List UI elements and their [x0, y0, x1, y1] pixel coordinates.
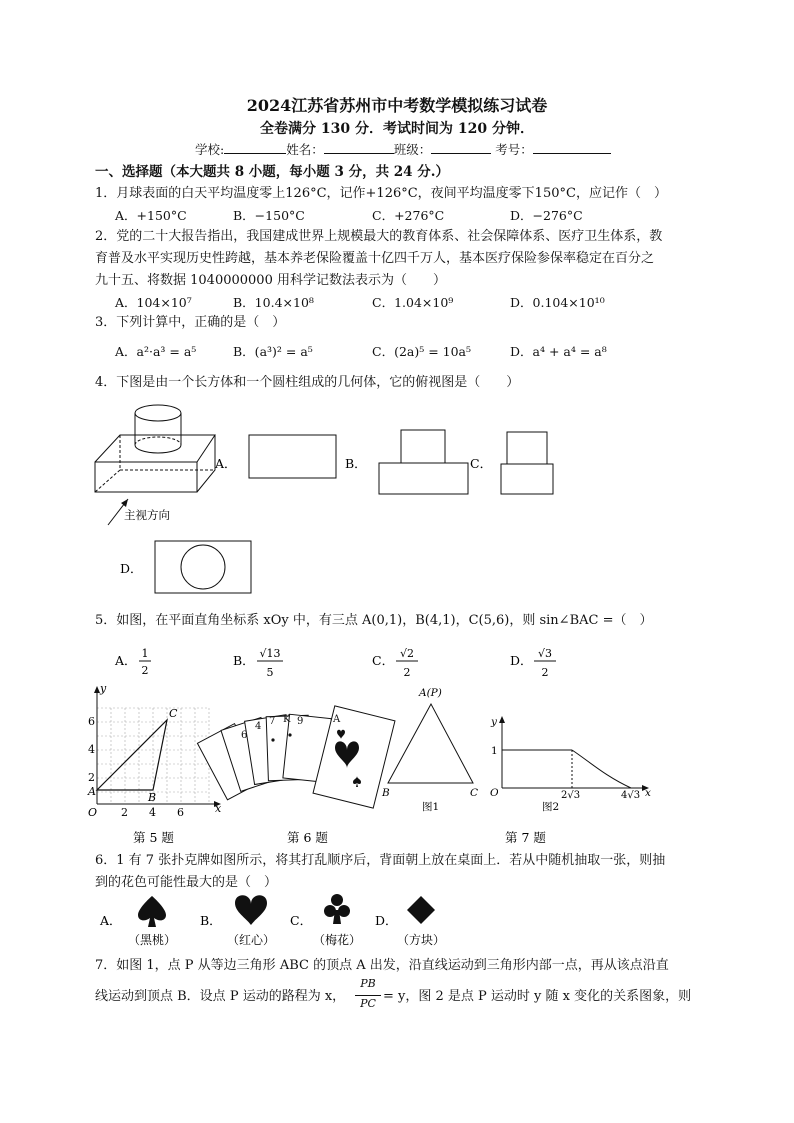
- fig7-graph: [490, 716, 651, 813]
- svg-text:O: O: [490, 787, 499, 799]
- svg-text:A．: A．: [100, 913, 122, 928]
- card-pip: [288, 733, 291, 736]
- svg-text:y: y: [100, 682, 107, 695]
- svg-text:图2: 图2: [542, 801, 560, 813]
- svg-text:√3: √3: [537, 647, 553, 660]
- question-2-line-3: 九十五、将数据 1040000000 用科学记数法表示为（ ）: [95, 273, 446, 288]
- svg-text:2: 2: [121, 806, 128, 819]
- q3-option-b[interactable]: B．(a³)² = a⁵: [233, 344, 313, 359]
- q1-option-a[interactable]: A．+150°C: [115, 208, 187, 223]
- svg-text:C．: C．: [372, 653, 395, 668]
- svg-text:D．: D．: [375, 913, 398, 928]
- q3-option-a[interactable]: A．a²·a³ = a⁵: [115, 344, 197, 359]
- q6-option-b[interactable]: [200, 895, 275, 947]
- svg-text:A: A: [333, 714, 341, 725]
- q4-option-d-circle[interactable]: [181, 545, 225, 589]
- svg-text:A(P): A(P): [419, 687, 442, 699]
- q1-option-c[interactable]: C．+276°C: [372, 208, 445, 223]
- q4-option-b-label[interactable]: B．: [345, 456, 367, 471]
- id-field[interactable]: [533, 141, 611, 154]
- svg-text:B: B: [148, 791, 157, 804]
- svg-text:D．: D．: [510, 653, 533, 668]
- svg-text:x: x: [215, 802, 222, 815]
- svg-text:C: C: [169, 707, 178, 720]
- q4-option-a-rect[interactable]: [249, 435, 336, 478]
- fig7-caption: 第 7 题: [505, 830, 546, 845]
- q5-option-b[interactable]: [233, 647, 283, 679]
- q5-option-a[interactable]: [114, 647, 151, 677]
- class-field[interactable]: [431, 141, 491, 154]
- heart-icon: [235, 895, 267, 925]
- fig7-triangle: [381, 687, 478, 813]
- school-field[interactable]: [224, 141, 286, 154]
- svg-text:6: 6: [88, 715, 95, 728]
- club-icon: [324, 894, 350, 924]
- question-6-line-2: 到的花色可能性最大的是（ ）: [95, 875, 278, 890]
- student-info-line: [195, 140, 611, 158]
- svg-text:2: 2: [403, 666, 411, 679]
- question-5-stem: 5．如图，在平面直角坐标系 xOy 中，有三点 A(0,1)，B(4,1)，C(5,6)，则 sin∠BAC =（ ）: [95, 613, 653, 628]
- svg-text:B．: B．: [200, 913, 222, 928]
- svg-text:K: K: [283, 714, 291, 725]
- svg-text:（梅花）: （梅花）: [312, 933, 362, 947]
- fig6-caption: 第 6 题: [287, 830, 328, 845]
- q1-option-b[interactable]: B．−150°C: [233, 208, 305, 223]
- svg-text:（黑桃）: （黑桃）: [127, 933, 177, 947]
- svg-text:4: 4: [88, 743, 95, 756]
- q6-option-d[interactable]: [375, 896, 445, 947]
- q7-fraction-denominator: PC: [360, 997, 376, 1010]
- q5-options: [110, 640, 590, 685]
- q6-option-c[interactable]: [290, 894, 361, 947]
- class-label: 班级：: [393, 142, 432, 157]
- svg-text:5: 5: [266, 666, 274, 679]
- question-7-line-1: 7．如图 1，点 P 从等边三角形 ABC 的顶点 A 出发，沿直线运动到三角形内部一点，再从该点沿直: [95, 958, 669, 973]
- svg-text:2: 2: [541, 666, 549, 679]
- svg-text:图1: 图1: [422, 801, 440, 813]
- graph-curve: [572, 750, 631, 788]
- q5-option-d[interactable]: [510, 647, 556, 679]
- q7-fraction-bar: [355, 995, 381, 996]
- school-label: 学校:: [195, 142, 225, 157]
- q2-option-b[interactable]: B．10.4×10⁸: [233, 295, 314, 310]
- q4-figure: [90, 395, 690, 605]
- q2-option-c[interactable]: C．1.04×10⁹: [372, 295, 454, 310]
- fig5-caption: 第 5 题: [133, 830, 174, 845]
- svg-text:A．: A．: [115, 653, 137, 668]
- question-6-line-1: 6．1 有 7 张扑克牌如图所示，将其打乱顺序后，背面朝上放在桌面上．若从中随机抽取一张，则抽: [95, 853, 666, 868]
- q3-option-c[interactable]: C．(2a)⁵ = 10a⁵: [372, 344, 472, 359]
- svg-text:C: C: [470, 787, 479, 799]
- svg-text:C．: C．: [290, 913, 313, 928]
- question-2-line-2: 育普及水平实现历史性跨越，基本养老保险覆盖十亿四千万人，基本医疗保险参保率稳定在百分之: [95, 251, 655, 266]
- svg-text:4: 4: [149, 806, 156, 819]
- q4-option-d-label[interactable]: D．: [120, 561, 143, 576]
- q2-option-d[interactable]: D．0.104×10¹⁰: [510, 295, 605, 310]
- svg-text:O: O: [88, 806, 98, 819]
- question-3-stem: 3．下列计算中，正确的是（ ）: [95, 315, 286, 330]
- figures-row: [85, 680, 685, 850]
- q6-option-a[interactable]: [99, 896, 176, 947]
- section-heading: 一、选择题（本大题共 8 小题，每小题 3 分，共 24 分.）: [95, 164, 449, 180]
- svg-text:7: 7: [269, 716, 276, 727]
- q2-option-a[interactable]: A．104×10⁷: [115, 295, 192, 310]
- triangle-abc: [97, 720, 167, 790]
- card-pip: [271, 738, 274, 741]
- solid-figure: [95, 405, 215, 492]
- q4-option-a-label[interactable]: A．: [215, 456, 237, 471]
- question-4-stem: 4．下图是由一个长方体和一个圆柱组成的几何体，它的俯视图是（ ）: [95, 375, 520, 390]
- exam-subtitle: 全卷满分 130 分．考试时间为 120 分钟．: [260, 121, 534, 137]
- svg-text:9: 9: [297, 716, 304, 727]
- svg-text:√13: √13: [259, 647, 281, 660]
- q4-option-c-top[interactable]: [507, 432, 547, 464]
- svg-text:1: 1: [491, 745, 498, 757]
- name-label: 姓名：: [286, 142, 324, 157]
- svg-text:2: 2: [141, 664, 149, 677]
- svg-text:2√3: 2√3: [561, 790, 581, 801]
- svg-text:B: B: [382, 787, 390, 799]
- q4-option-c-bottom[interactable]: [501, 464, 553, 494]
- q1-option-d[interactable]: D．−276°C: [510, 208, 583, 223]
- fig5-coordinate-grid: [87, 682, 222, 845]
- svg-text:y: y: [491, 716, 497, 728]
- view-direction-label: 主视方向: [124, 508, 170, 522]
- svg-text:A: A: [88, 785, 96, 798]
- svg-text:（方块）: （方块）: [396, 933, 446, 947]
- q4-option-d-rect[interactable]: [155, 541, 251, 593]
- svg-text:2: 2: [88, 771, 95, 784]
- q4-option-b-bottom[interactable]: [379, 463, 468, 494]
- q4-option-c-label[interactable]: C．: [470, 456, 493, 471]
- svg-text:x: x: [645, 787, 651, 799]
- diamond-icon: [407, 896, 435, 924]
- svg-text:√2: √2: [399, 647, 415, 660]
- svg-text:6: 6: [177, 806, 184, 819]
- page-title: 2024江苏省苏州市中考数学模拟练习试卷: [246, 96, 548, 115]
- question-1-stem: 1．月球表面的白天平均温度零上126°C，记作+126°C，夜间平均温度零下150°C，应记作（ ）: [95, 186, 667, 201]
- svg-text:6: 6: [241, 730, 248, 741]
- question-7-line-2a: 线运动到顶点 B．设点 P 运动的路程为 x，: [95, 989, 346, 1004]
- question-2-line-1: 2．党的二十大报告指出，我国建成世界上规模最大的教育体系、社会保障体系、医疗卫生体系，教: [95, 229, 663, 244]
- q6-options: [95, 890, 475, 950]
- svg-text:1: 1: [141, 647, 149, 660]
- svg-text:4: 4: [255, 721, 262, 732]
- q5-option-c[interactable]: [372, 647, 418, 679]
- q4-option-b-top[interactable]: [401, 430, 445, 463]
- q3-option-d[interactable]: D．a⁴ + a⁴ = a⁸: [510, 344, 607, 359]
- svg-text:（红心）: （红心）: [226, 933, 276, 947]
- spade-icon: [138, 896, 166, 927]
- svg-text:4√3: 4√3: [621, 790, 641, 801]
- name-field[interactable]: [324, 141, 394, 154]
- question-7-line-2b: = y，图 2 是点 P 运动时 y 随 x 变化的关系图象，则: [383, 989, 692, 1004]
- svg-text:B．: B．: [233, 653, 255, 668]
- q7-fraction-numerator: PB: [360, 977, 376, 990]
- id-label: 考号：: [495, 142, 533, 157]
